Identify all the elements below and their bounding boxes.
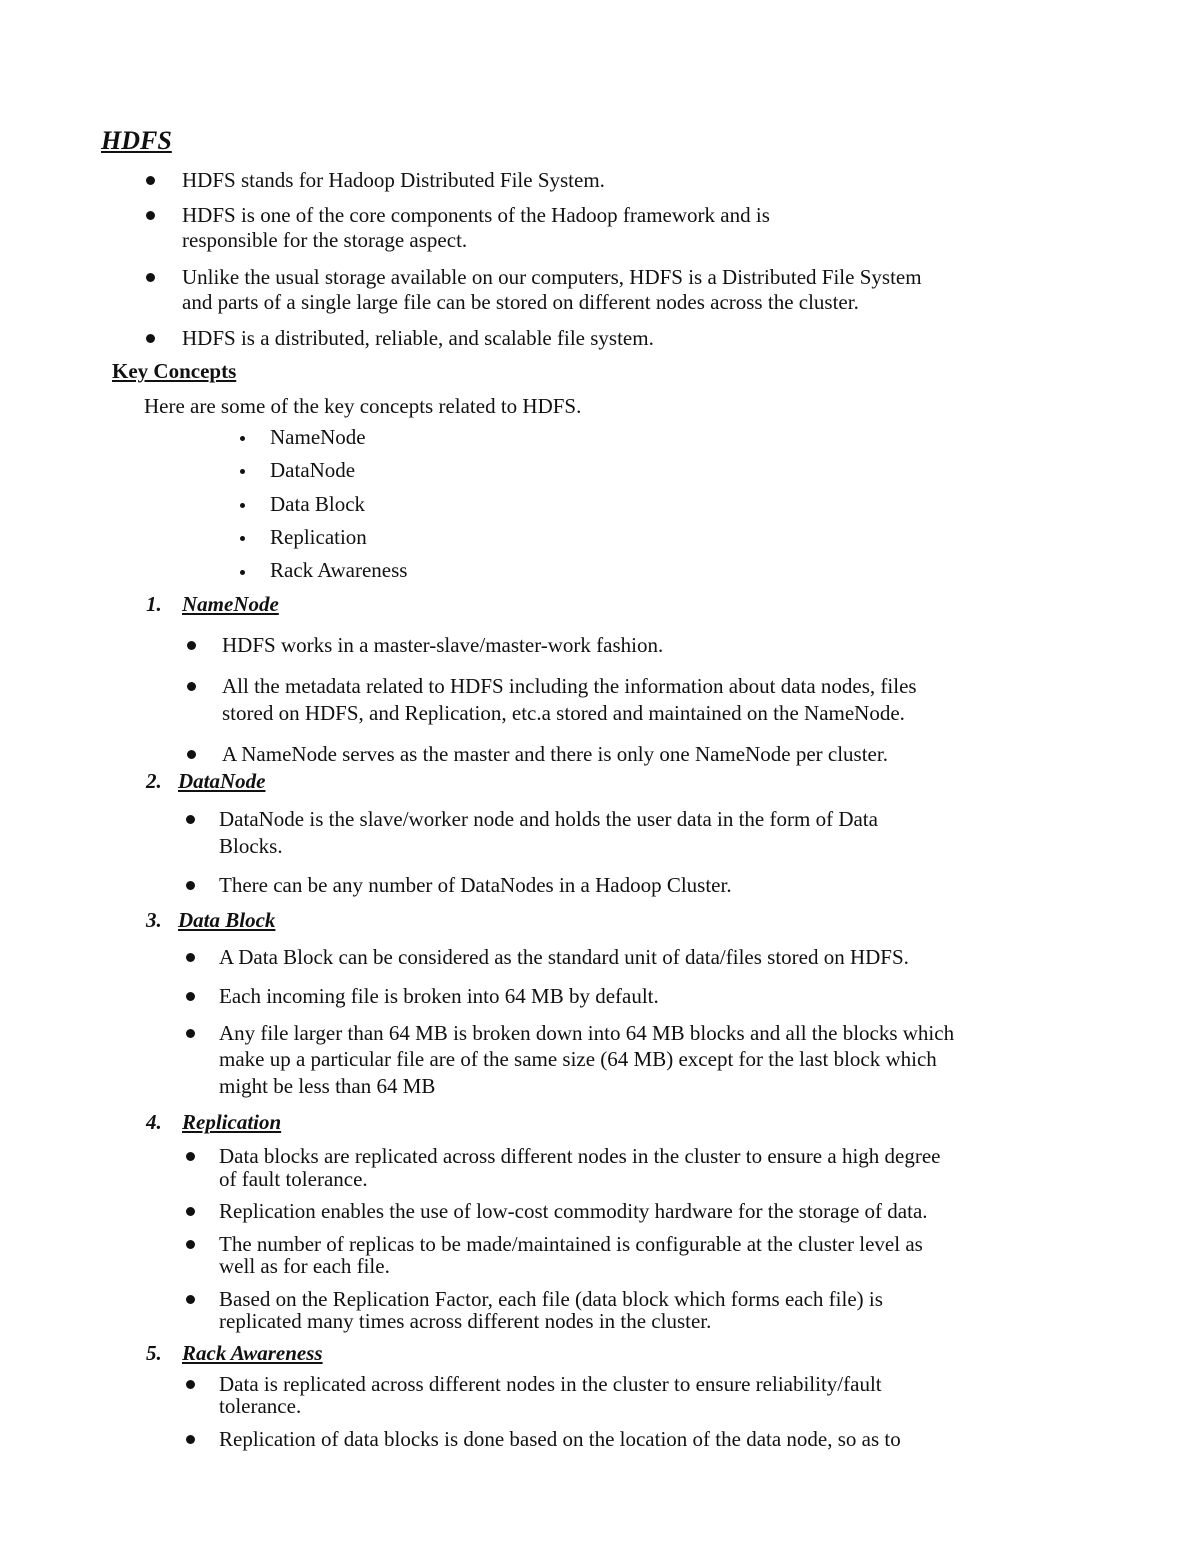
bullet-text: and parts of a single large file can be stored on different nodes across the cluster. (182, 290, 859, 314)
bullet-dot (186, 1029, 195, 1038)
section-number: 1. (146, 592, 162, 616)
bullet-dot (146, 176, 155, 185)
bullet-dot (186, 1152, 195, 1161)
list-item: Data Block (270, 492, 366, 516)
bullet-dot (146, 334, 155, 343)
bullet-dot (186, 1240, 195, 1249)
bullet-dot (186, 992, 195, 1001)
bullet-text: Replication of data blocks is done based on the location of the data node, so as to (219, 1427, 901, 1451)
section-title: Replication (182, 1110, 282, 1134)
list-bullet (240, 536, 245, 541)
bullet-dot (146, 211, 155, 220)
section-number: 5. (146, 1341, 162, 1365)
bullet-text: DataNode is the slave/worker node and holds the user data in the form of Data (219, 807, 878, 831)
key-concepts-intro: Here are some of the key concepts related to HDFS. (144, 394, 582, 418)
list-item: DataNode (270, 458, 356, 482)
bullet-text: Replication enables the use of low-cost commodity hardware for the storage of data. (219, 1199, 928, 1223)
page-title: HDFS (101, 126, 172, 155)
bullet-dot (187, 641, 196, 650)
bullet-text: Unlike the usual storage available on our computers, HDFS is a Distributed File System (182, 265, 922, 289)
list-item: NameNode (270, 425, 366, 449)
section-number: 3. (146, 908, 162, 932)
list-item: Rack Awareness (270, 558, 408, 582)
section-title: DataNode (178, 769, 266, 793)
list-bullet (240, 469, 245, 474)
bullet-text: Blocks. (219, 834, 283, 858)
section-title: Rack Awareness (182, 1341, 323, 1365)
bullet-text: of fault tolerance. (219, 1167, 368, 1191)
bullet-text: Data blocks are replicated across different nodes in the cluster to ensure a high degree (219, 1144, 941, 1168)
bullet-text: HDFS stands for Hadoop Distributed File System. (182, 168, 605, 192)
bullet-dot (186, 881, 195, 890)
bullet-text: replicated many times across different nodes in the cluster. (219, 1309, 712, 1333)
bullet-text: Data is replicated across different nodes in the cluster to ensure reliability/fault (219, 1372, 882, 1396)
bullet-text: All the metadata related to HDFS including the information about data nodes, files (222, 674, 917, 698)
list-bullet (240, 503, 245, 508)
bullet-text: tolerance. (219, 1394, 302, 1418)
bullet-dot (186, 815, 195, 824)
bullet-text: HDFS is a distributed, reliable, and scalable file system. (182, 326, 654, 350)
section-title: NameNode (182, 592, 279, 616)
bullet-dot (146, 273, 155, 282)
bullet-text: A NameNode serves as the master and there is only one NameNode per cluster. (222, 742, 888, 766)
section-title: Data Block (178, 908, 276, 932)
bullet-text: Each incoming file is broken into 64 MB by default. (219, 984, 659, 1008)
bullet-text: There can be any number of DataNodes in a Hadoop Cluster. (219, 873, 732, 897)
bullet-text: Any file larger than 64 MB is broken down into 64 MB blocks and all the blocks which (219, 1021, 955, 1045)
bullet-dot (187, 682, 196, 691)
list-bullet (240, 436, 245, 441)
list-bullet (240, 570, 245, 575)
bullet-dot (187, 750, 196, 759)
section-number: 4. (146, 1110, 162, 1134)
section-number: 2. (146, 769, 162, 793)
bullet-text: HDFS is one of the core components of the Hadoop framework and is (182, 203, 770, 227)
bullet-text: responsible for the storage aspect. (182, 228, 468, 252)
bullet-text: stored on HDFS, and Replication, etc.a stored and maintained on the NameNode. (222, 701, 905, 725)
bullet-dot (186, 1295, 195, 1304)
bullet-text: HDFS works in a master-slave/master-work fashion. (222, 633, 664, 657)
bullet-text: make up a particular file are of the same size (64 MB) except for the last block which (219, 1047, 937, 1071)
bullet-dot (186, 953, 195, 962)
list-item: Replication (270, 525, 367, 549)
bullet-dot (186, 1435, 195, 1444)
bullet-text: Based on the Replication Factor, each file (data block which forms each file) is (219, 1287, 883, 1311)
bullet-dot (186, 1380, 195, 1389)
bullet-text: might be less than 64 MB (219, 1074, 436, 1098)
bullet-dot (186, 1207, 195, 1216)
bullet-text: well as for each file. (219, 1254, 390, 1278)
bullet-text: The number of replicas to be made/maintained is configurable at the cluster level as (219, 1232, 923, 1256)
bullet-text: A Data Block can be considered as the standard unit of data/files stored on HDFS. (219, 945, 909, 969)
key-concepts-heading: Key Concepts (112, 359, 237, 383)
